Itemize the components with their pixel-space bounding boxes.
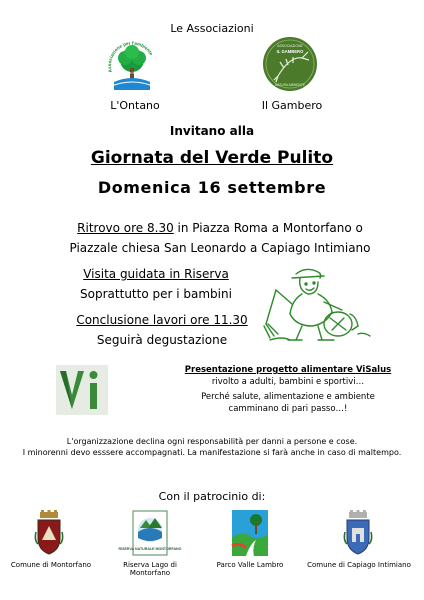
visalus-line-3: camminano di pari passo…! [228,404,348,414]
parco-valle-lambro-logo [232,510,268,556]
ontano-logo [106,38,158,94]
capiago-coat-of-arms-icon [343,510,373,556]
sponsor-label-montorfano: Comune di Montorfano [10,561,92,569]
visita-block [56,264,256,304]
patronage-title: Con il patrocinio di: [158,490,266,503]
conclusione-block [42,310,282,350]
disclaimer-line-2: I minorenni devo esssere accompagnati. La manifestazione si farà anche in caso di maltempo. [22,448,402,457]
visalus-line-2: Perché salute, alimentazione e ambiente [201,392,375,402]
farmer-illustration [262,264,374,344]
disclaimer-line-1: L'organizzazione declina ogni responsabilità per danni a persone e cose. [66,437,358,446]
sponsor-label-capiago: Comune di Capiago Intimiano [307,561,411,569]
visalus-line-1: rivolto a adulti, bambini e sportivi… [211,377,365,387]
ritrovo-block [50,218,390,258]
visita-subtitle: Soprattutto per i bambini [80,287,232,301]
ontano-label: L'Ontano [110,99,160,112]
visalus-logo [56,365,108,415]
ritrovo-line-1 [50,218,390,238]
gambero-name-text: IL GAMBERO [276,49,304,54]
riserva-logo-text: RISERVA NATURALE MONTORFANO [118,547,182,551]
visalus-title: Presentazione progetto alimentare ViSalus [184,365,392,375]
gambero-logo [262,36,318,92]
sponsor-label-parco: Parco Valle Lambro [216,561,284,569]
visalus-block [160,364,416,415]
visita-title: Visita guidata in Riserva [83,267,229,281]
ontano-ring-text: Associazione per l'ambiente [106,40,154,74]
associations-title: Le Associazioni [170,22,254,35]
ritrovo-location: in Piazza Roma a Montorfano o [173,221,363,235]
ontano-inner-text: Ontano Italiano [121,71,143,75]
riserva-logo [118,510,182,556]
montorfano-coat-of-arms-icon [34,510,64,556]
disclaimer-block [0,436,424,458]
invite-line: Invitano alla [169,124,255,138]
gambero-bottom-text: NATURA AMBIENTE [275,83,305,87]
gambero-top-text: ASSOCIAZIONE [277,44,303,48]
gambero-label: Il Gambero [261,99,323,112]
conclusione-title: Conclusione lavori ore 11.30 [76,313,248,327]
event-title: Giornata del Verde Pulito [90,148,334,168]
sponsor-label-riserva: Riserva Lago di Montorfano [123,561,177,577]
ritrovo-line-2: Piazzale chiesa San Leonardo a Capiago Intimiano [69,241,371,255]
event-date: Domenica 16 settembre [97,178,327,197]
conclusione-subtitle: Seguirà degustazione [96,333,228,347]
ritrovo-time: Ritrovo ore 8.30 [77,221,174,235]
